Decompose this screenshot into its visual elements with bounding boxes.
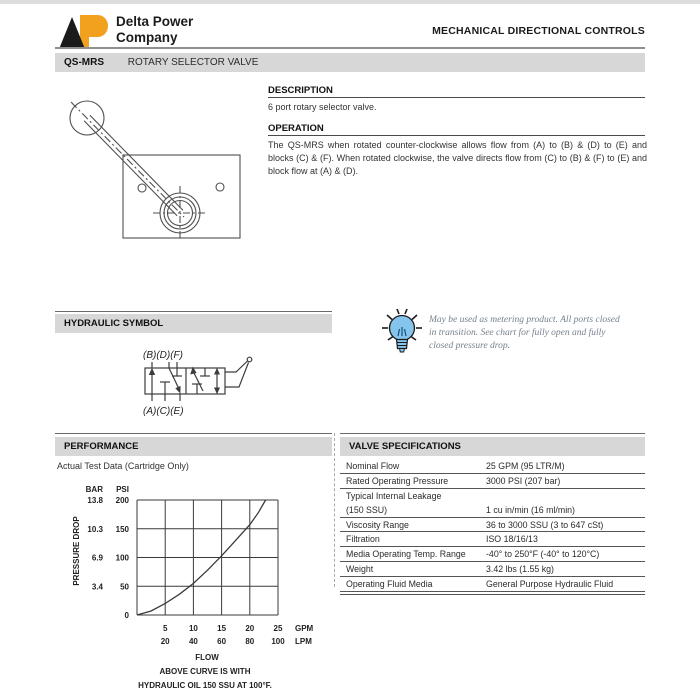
spec-value: ISO 18/16/13 (486, 534, 538, 545)
x-tick-lpm: 40 (188, 637, 198, 646)
spec-label: Typical Internal Leakage (346, 490, 442, 501)
x-tick-gpm: 5 (162, 624, 168, 633)
header-rule (55, 47, 645, 49)
table-row (340, 562, 645, 577)
company-name (116, 14, 193, 45)
performance-chart (55, 478, 355, 700)
product-title-bar (55, 53, 645, 72)
tip-note-line-2: in transition. See chart for fully open and fully (429, 328, 606, 338)
delta-power-logo-icon (58, 13, 112, 51)
y-tick-psi: 150 (115, 524, 129, 534)
page-category-title: MECHANICAL DIRECTIONAL CONTROLS (432, 25, 645, 37)
valve-technical-drawing (58, 88, 263, 248)
tip-note (429, 314, 647, 353)
tip-note-line-3: closed pressure drop. (429, 341, 511, 351)
y-tick-bar: 10.3 (87, 524, 103, 534)
spec-value: 1 cu in/min (16 ml/min) (486, 504, 575, 515)
spec-label: Viscosity Range (346, 519, 409, 530)
table-bottom-rule (340, 592, 645, 595)
y-unit-psi: PSI (116, 485, 129, 494)
hydraulic-symbol-bar (55, 314, 332, 333)
specs-section-rule (340, 433, 645, 434)
company-name-line1: Delta Power (116, 14, 194, 29)
y-tick-psi: 100 (115, 553, 129, 563)
logo-p-bowl (82, 15, 108, 37)
description-text: 6 port rotary selector valve. (268, 102, 377, 112)
x-tick-gpm: 10 (188, 624, 198, 633)
spec-value: 36 to 3000 SSU (3 to 647 cSt) (486, 519, 604, 530)
x-tick-lpm: 60 (217, 637, 227, 646)
table-row (340, 577, 645, 592)
chart-footnote-1: ABOVE CURVE IS WITH (159, 667, 251, 676)
valve-specifications (340, 437, 645, 595)
performance-bar (55, 437, 332, 456)
spec-value: 3.42 lbs (1.55 kg) (486, 564, 554, 575)
spec-value: 3000 PSI (207 bar) (486, 475, 561, 486)
hydraulic-symbol-drawing (140, 345, 262, 419)
x-tick-gpm: 15 (217, 624, 227, 633)
lever-actuator-top (225, 361, 248, 372)
y-unit-bar: BAR (85, 485, 103, 494)
port-labels-top: (B)(D)(F) (143, 350, 183, 361)
base-tip (400, 349, 405, 353)
y-axis-title: PRESSURE DROP (72, 516, 81, 586)
table-row (340, 547, 645, 562)
table-row (340, 459, 645, 474)
operation-rule (268, 135, 645, 136)
tip-note-line-1: May be used as metering product. All ports closed (429, 315, 620, 325)
x-unit-lpm: LPM (295, 637, 312, 646)
product-model: QS-MRS (64, 57, 104, 68)
hydraulic-symbol-heading: HYDRAULIC SYMBOL (64, 318, 164, 329)
arrowhead-up (214, 368, 220, 375)
x-tick-lpm: 80 (245, 637, 255, 646)
performance-section-rule (55, 433, 332, 434)
specs-heading: VALVE SPECIFICATIONS (349, 441, 461, 452)
y-tick-bar: 13.8 (87, 496, 103, 505)
spec-value: -40° to 250°F (-40° to 120°C) (486, 549, 600, 560)
column-divider (334, 433, 335, 587)
table-row (340, 503, 645, 518)
lever-centerline (71, 102, 184, 217)
x-axis-title: FLOW (195, 653, 219, 662)
mounting-hole-right (216, 183, 224, 191)
origin-label: 0 (124, 611, 129, 620)
description-heading: DESCRIPTION (268, 85, 333, 96)
spec-label: Operating Fluid Media (346, 579, 433, 590)
chart-grid (137, 500, 278, 615)
mounting-hole-left (138, 184, 146, 192)
operation-heading: OPERATION (268, 123, 324, 134)
spec-label: Nominal Flow (346, 460, 400, 471)
arrowhead-up (149, 368, 155, 375)
lever-actuator-bottom (225, 363, 249, 388)
tip-lightbulb-icon (378, 306, 426, 360)
y-tick-bar: 6.9 (91, 553, 103, 563)
table-row (340, 532, 645, 547)
x-unit-gpm: GPM (295, 624, 314, 633)
company-name-line2: Company (116, 29, 178, 45)
spec-value: 25 GPM (95 LTR/M) (486, 460, 565, 471)
operation-text: The QS-MRS when rotated counter-clockwise allows flow from (A) to (B) & (D) to (E) and blocks (C) & (F). When rotated clockwise, the valve directs flow from (C) to (B) & (F) to (E) and block flow at (A) & (D). (268, 140, 647, 176)
x-tick-gpm: 20 (245, 624, 255, 633)
y-tick-psi: 200 (115, 496, 129, 505)
spec-label: (150 SSU) (346, 504, 388, 515)
chart-footnote-2: HYDRAULIC OIL 150 SSU AT 100°F. (138, 681, 272, 690)
spec-label: Weight (346, 564, 374, 575)
lever-actuator-knob (247, 357, 252, 362)
y-tick-bar: 3.4 (91, 582, 103, 592)
table-row (340, 474, 645, 489)
y-tick-psi: 50 (120, 582, 129, 592)
spec-label: Rated Operating Pressure (346, 475, 449, 486)
x-tick-gpm: 25 (273, 624, 283, 633)
spec-label: Filtration (346, 534, 380, 545)
spec-value: General Purpose Hydraulic Fluid (486, 579, 614, 590)
hydraulic-section-rule (55, 311, 332, 312)
specs-bar (340, 437, 645, 456)
arrowhead-down (214, 388, 220, 395)
table-row (340, 518, 645, 533)
port-labels-bottom: (A)(C)(E) (143, 406, 184, 417)
spec-label: Media Operating Temp. Range (346, 549, 466, 560)
valve-envelope (145, 368, 225, 394)
performance-heading: PERFORMANCE (64, 441, 139, 452)
bulb-base (397, 340, 408, 349)
specs-table (340, 459, 645, 595)
page-top-edge (0, 0, 700, 4)
table-row (340, 489, 645, 503)
x-tick-lpm: 100 (271, 637, 285, 646)
x-tick-lpm: 20 (160, 637, 170, 646)
description-rule (268, 97, 645, 98)
performance-subtitle: Actual Test Data (Cartridge Only) (57, 461, 189, 471)
product-name: ROTARY SELECTOR VALVE (127, 57, 259, 68)
